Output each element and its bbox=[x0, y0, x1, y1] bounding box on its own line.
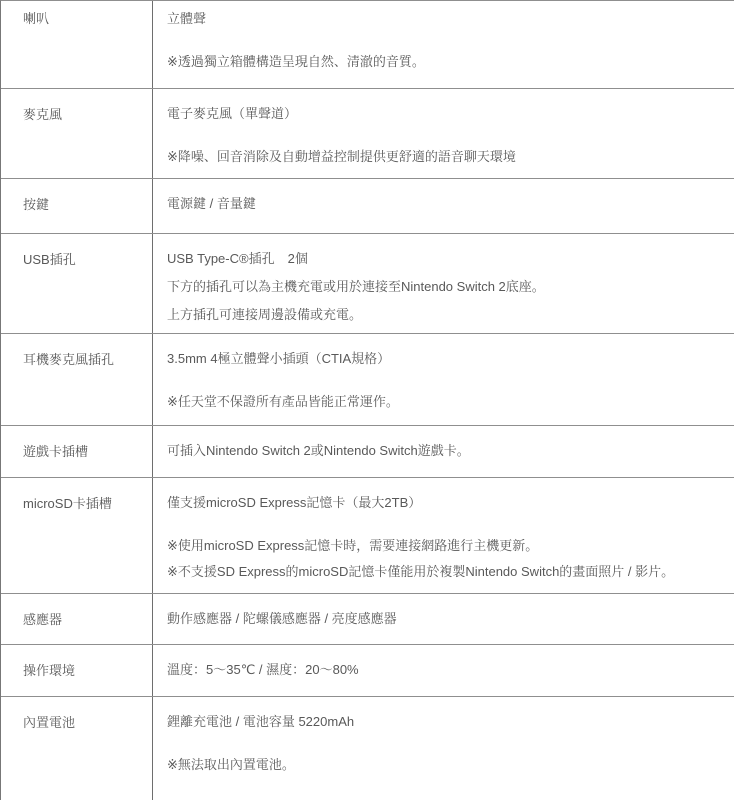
spec-row-microsd-slot bbox=[1, 478, 734, 594]
spec-label: 感應器 bbox=[23, 612, 63, 627]
spec-line: 動作感應器 / 陀螺儀感應器 / 亮度感應器 bbox=[167, 611, 397, 626]
spec-row-speaker bbox=[1, 1, 734, 89]
spec-line: 立體聲 bbox=[167, 11, 207, 26]
spec-line: ※無法取出內置電池。 bbox=[167, 757, 295, 772]
spec-label: USB插孔 bbox=[23, 252, 76, 267]
spec-row-microphone bbox=[1, 89, 734, 179]
spec-row-sensors bbox=[1, 594, 734, 645]
spec-value bbox=[152, 334, 734, 425]
spec-line: ※任天堂不保證所有產品皆能正常運作。 bbox=[167, 394, 399, 409]
spec-line: 下方的插孔可以為主機充電或用於連接至Nintendo Switch 2底座。 bbox=[167, 279, 545, 294]
spec-line: ※透過獨立箱體構造呈現自然、清澈的音質。 bbox=[167, 54, 425, 69]
spec-row-buttons bbox=[1, 179, 734, 234]
spec-value bbox=[152, 478, 734, 593]
spec-row-headset-jack bbox=[1, 334, 734, 426]
spec-line: 電子麥克風（單聲道） bbox=[167, 106, 298, 121]
spec-label: 耳機麥克風插孔 bbox=[23, 352, 115, 367]
spec-row-internal-battery bbox=[1, 697, 734, 800]
spec-value bbox=[152, 697, 734, 800]
spec-line: 3.5mm 4極立體聲小插頭（CTIA規格） bbox=[167, 351, 391, 366]
spec-line: ※不支援SD Express的microSD記憶卡僅能用於複製Nintendo Switch的畫面照片 / 影片。 bbox=[167, 564, 675, 579]
spec-label: 操作環境 bbox=[23, 663, 76, 678]
spec-value bbox=[152, 645, 734, 696]
spec-line: 可插入Nintendo Switch 2或Nintendo Switch遊戲卡。 bbox=[167, 443, 470, 458]
spec-line: USB Type-C®插孔 2個 bbox=[167, 251, 308, 266]
spec-value bbox=[152, 426, 734, 477]
spec-row-operating-environment bbox=[1, 645, 734, 697]
spec-line: 鋰離充電池 / 電池容量 5220mAh bbox=[167, 714, 355, 729]
spec-line: 僅支援microSD Express記憶卡（最大2TB） bbox=[167, 495, 422, 510]
spec-label: 內置電池 bbox=[23, 715, 76, 730]
spec-value bbox=[152, 89, 734, 178]
spec-line: 電源鍵 / 音量鍵 bbox=[167, 196, 256, 211]
spec-line: 溫度：5～35℃ / 濕度：20～80% bbox=[167, 662, 359, 677]
spec-label: 麥克風 bbox=[23, 107, 63, 122]
spec-value bbox=[152, 1, 734, 88]
spec-label: 按鍵 bbox=[23, 197, 50, 212]
spec-label: microSD卡插槽 bbox=[23, 496, 112, 511]
spec-value bbox=[152, 234, 734, 333]
spec-line: 上方插孔可連接周邊設備或充電。 bbox=[167, 307, 363, 322]
spec-label: 喇叭 bbox=[23, 11, 50, 26]
spec-row-game-card-slot bbox=[1, 426, 734, 478]
spec-value bbox=[152, 179, 734, 233]
spec-row-usb-ports bbox=[1, 234, 734, 334]
spec-line: ※使用microSD Express記憶卡時，需要連接網路進行主機更新。 bbox=[167, 538, 539, 553]
spec-label: 遊戲卡插槽 bbox=[23, 444, 89, 459]
spec-value bbox=[152, 594, 734, 644]
spec-line: ※降噪、回音消除及自動增益控制提供更舒適的語音聊天環境 bbox=[167, 149, 516, 164]
